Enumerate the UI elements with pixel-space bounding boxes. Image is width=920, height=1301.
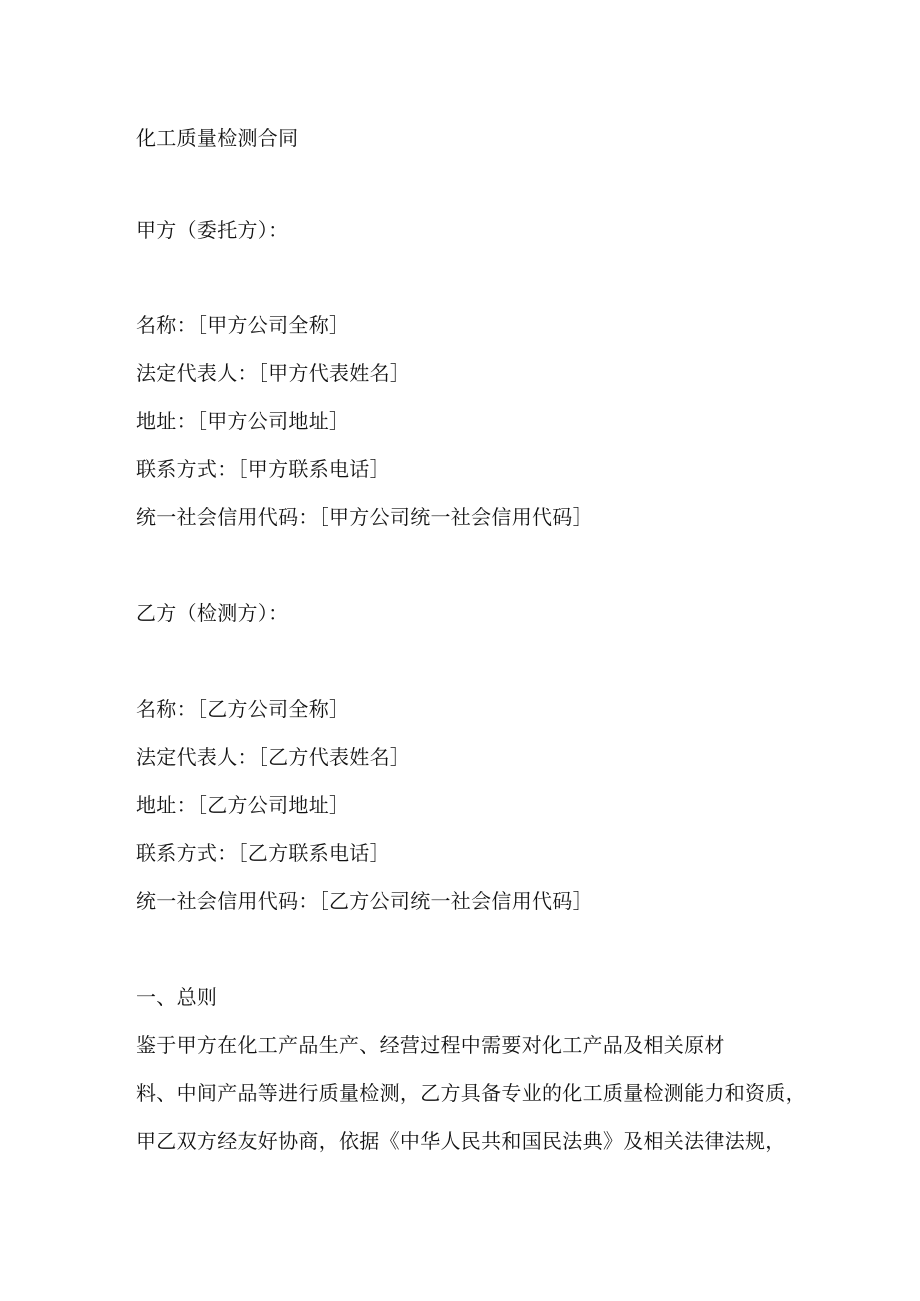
party-a-heading: 甲方（委托方）：: [136, 218, 289, 242]
party-a-contact: 联系方式：［甲方联系电话］: [136, 457, 390, 481]
section-1-paragraph-line: 甲乙双方经友好协商，依据《中华人民共和国民法典》及相关法律法规，: [136, 1129, 786, 1153]
party-b-name: 名称：［乙方公司全称］: [136, 697, 350, 721]
section-1-paragraph-line: 料、中间产品等进行质量检测，乙方具备专业的化工质量检测能力和资质，: [136, 1081, 806, 1105]
party-b-legal-rep: 法定代表人：［乙方代表姓名］: [136, 745, 411, 769]
party-a-address: 地址：［甲方公司地址］: [136, 409, 350, 433]
party-a-legal-rep: 法定代表人：［甲方代表姓名］: [136, 361, 411, 385]
party-a-credit-code: 统一社会信用代码：［甲方公司统一社会信用代码］: [136, 505, 593, 529]
section-1-heading: 一、总则: [136, 985, 218, 1009]
section-1-paragraph-line: 鉴于甲方在化工产品生产、经营过程中需要对化工产品及相关原材: [136, 1033, 725, 1057]
party-b-contact: 联系方式：［乙方联系电话］: [136, 841, 390, 865]
party-b-address: 地址：［乙方公司地址］: [136, 793, 350, 817]
document-title: 化工质量检测合同: [136, 126, 299, 150]
party-b-credit-code: 统一社会信用代码：［乙方公司统一社会信用代码］: [136, 889, 593, 913]
party-b-heading: 乙方（检测方）：: [136, 601, 289, 625]
party-a-name: 名称：［甲方公司全称］: [136, 313, 350, 337]
